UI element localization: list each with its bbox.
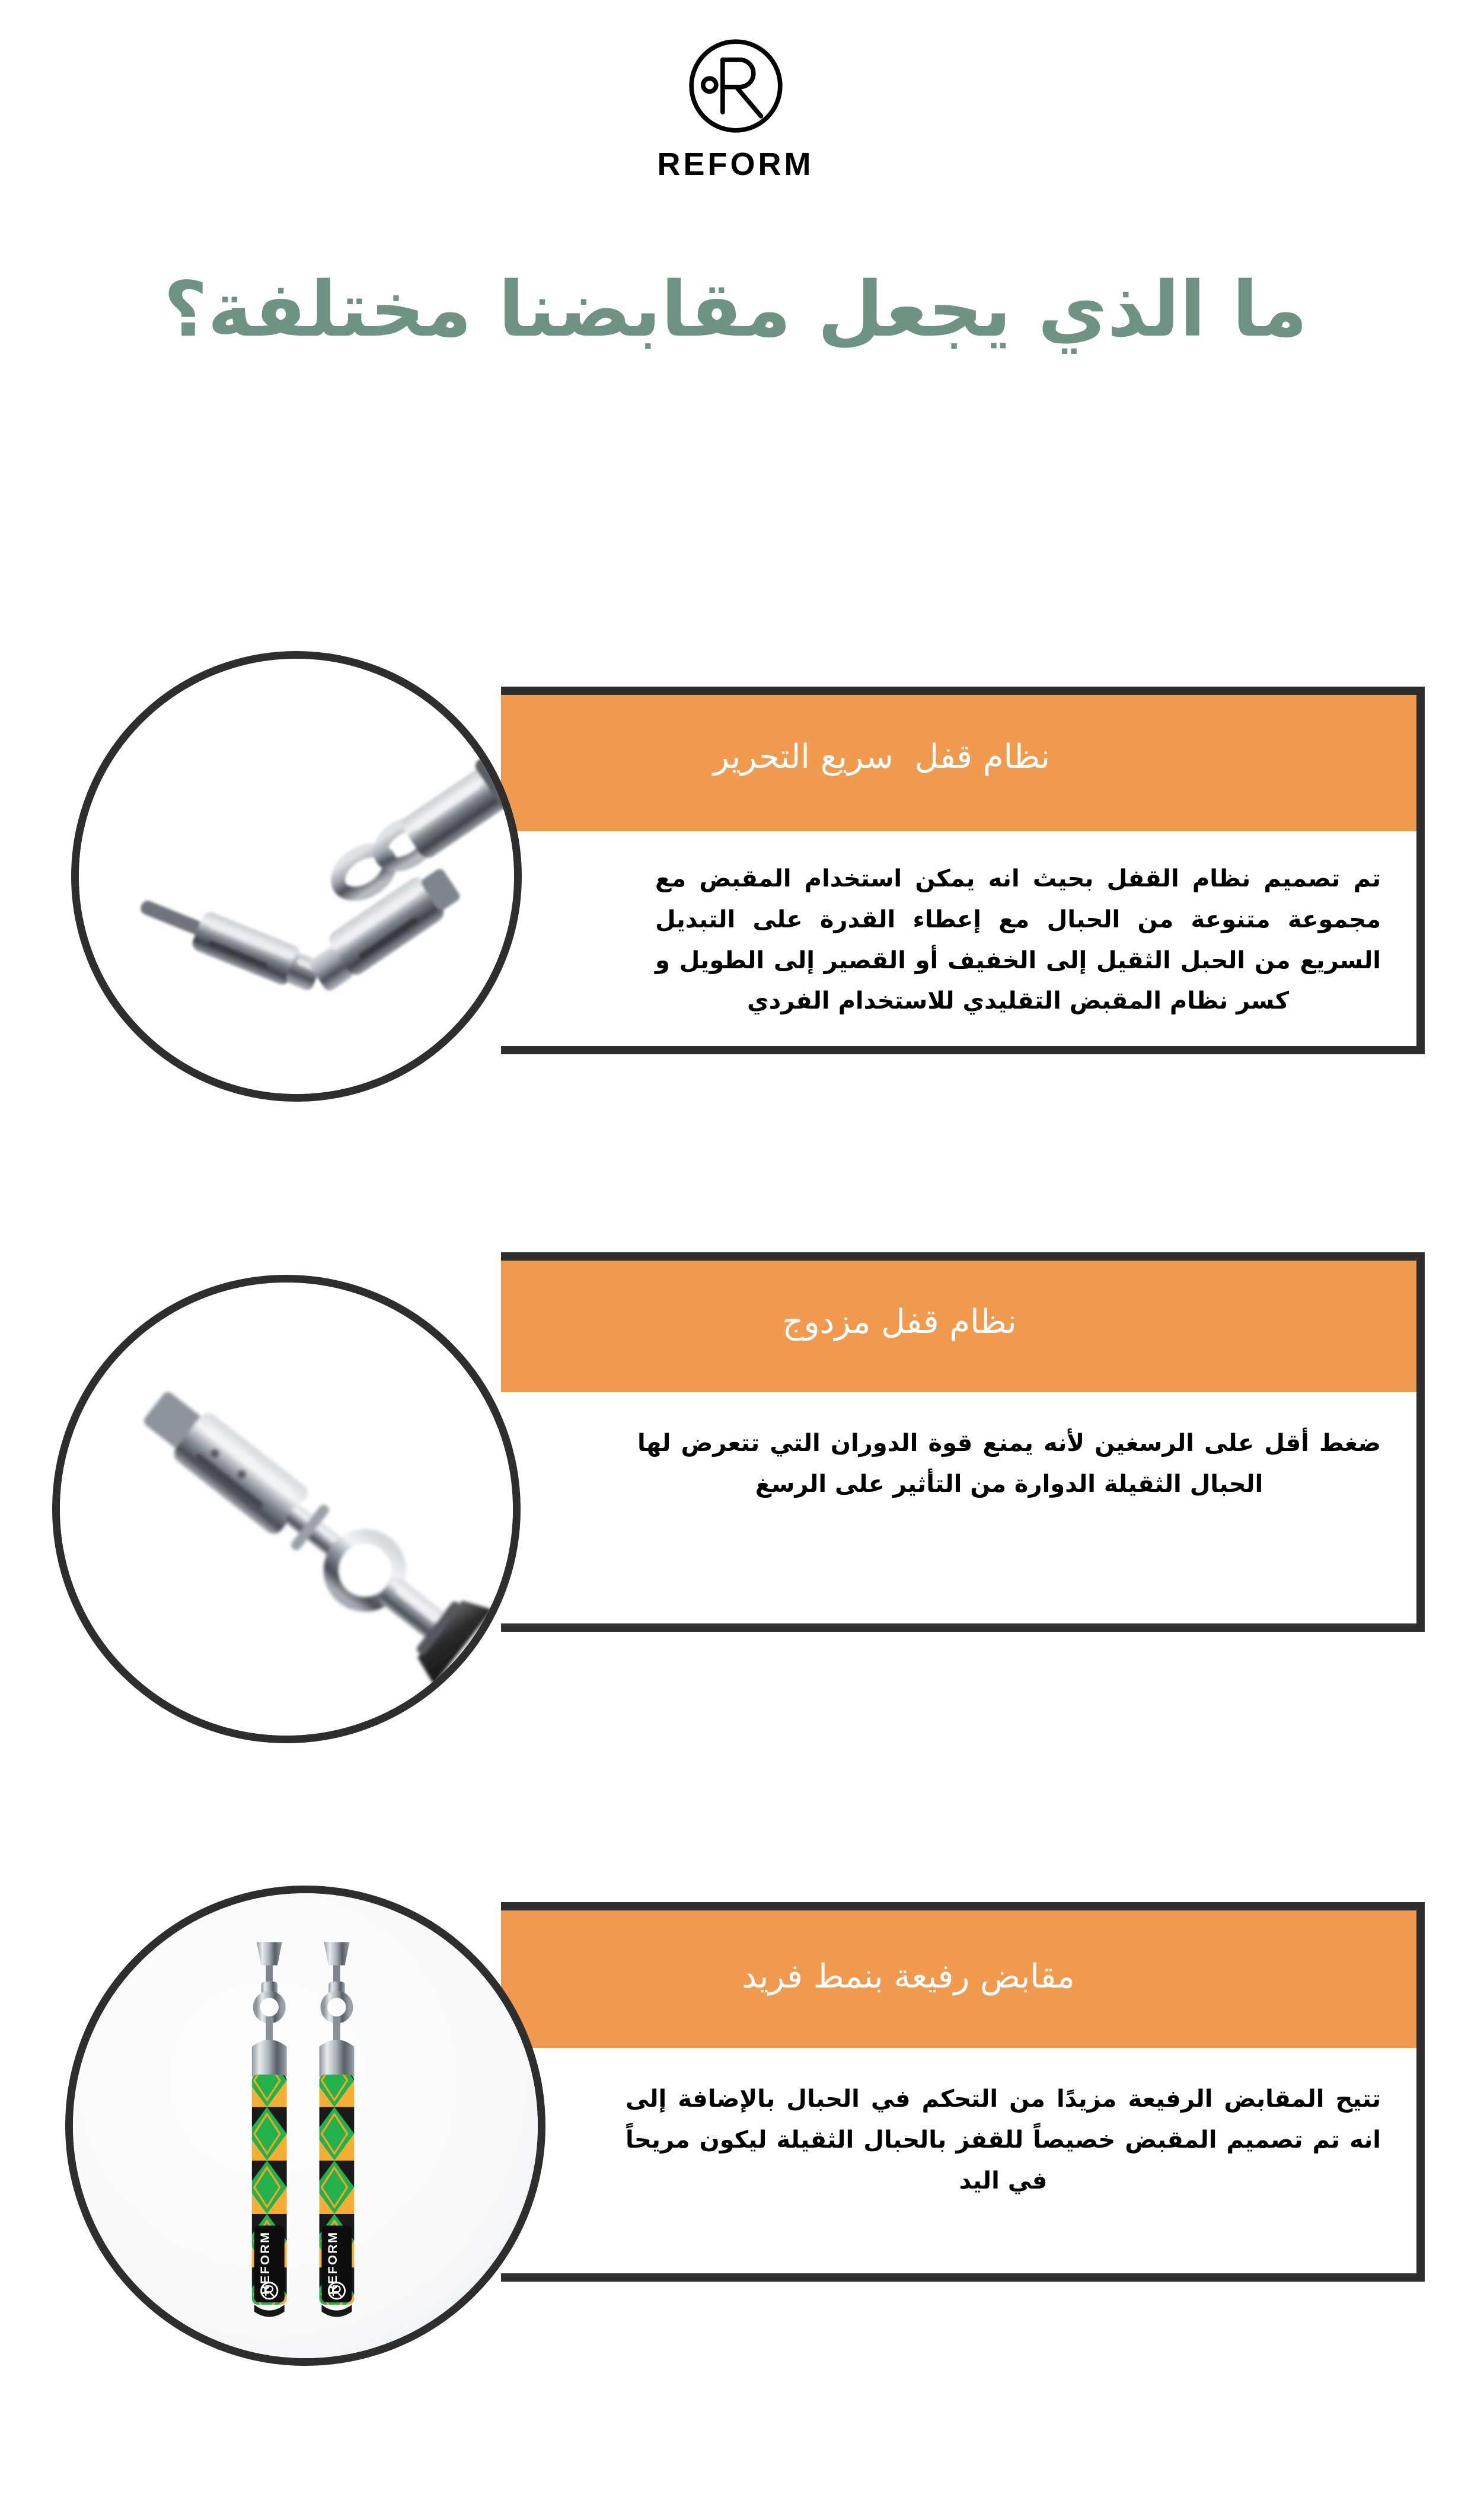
feature-card-quick-release bbox=[501, 687, 1425, 1054]
patterned-slim-handles-photo bbox=[65, 1886, 545, 2366]
feature-header-double-lock: نظام قفل مزدوج bbox=[501, 1261, 1416, 1392]
feature-body-quick-release: تم تصميم نظام القفل بحيث انه يمكن استخدام المقبض مع مجموعة متنوعة من الحبال مع إعطاء القدرة على التبديل السريع من الحبل الثقيل إلى الخفيف أو القصير إلى الطويل و كسر نظام المقبض التقليدي للاستخدام الفردي bbox=[655, 865, 1381, 1015]
feature-header-quick-release: نظام قفل سريع التحرير bbox=[501, 695, 1416, 831]
brand-wordmark: REFORM bbox=[657, 146, 814, 182]
page-title: ما الذي يجعل مقابضنا مختلفة؟ bbox=[163, 266, 1308, 354]
quick-release-lock-photo bbox=[71, 651, 522, 1102]
handle-brand-label: REFORM bbox=[257, 2231, 273, 2295]
feature-body-double-lock: ضغط أقل على الرسغين لأنه يمنع قوة الدوران التي تتعرض لها الحبال الثقيلة الدوارة من التأثير على الرسغ bbox=[637, 1430, 1381, 1498]
quick-release-lock-illustration bbox=[79, 659, 514, 1094]
double-lock-swivel-illustration bbox=[60, 1283, 513, 1736]
feature-body-slim-handles: تتيح المقابض الرفيعة مزيدًا من التحكم في الحبال بالإضافة إلى انه تم تصميم المقبض خصيصاً للقفز بالحبال الثقيلة ليكون مريحاً في اليد bbox=[626, 2085, 1381, 2194]
patterned-slim-handles-illustration bbox=[73, 1893, 538, 2358]
handle-brand-label: REFORM bbox=[324, 2231, 340, 2295]
feature-card-double-lock bbox=[501, 1252, 1425, 1632]
reform-circle-r-logo-icon bbox=[685, 36, 786, 136]
feature-card-slim-handles bbox=[501, 1902, 1425, 2282]
feature-header-slim-handles: مقابض رفيعة بنمط فريد bbox=[501, 1910, 1416, 2048]
double-lock-swivel-photo bbox=[52, 1275, 521, 1743]
brand-logo bbox=[0, 36, 1471, 183]
